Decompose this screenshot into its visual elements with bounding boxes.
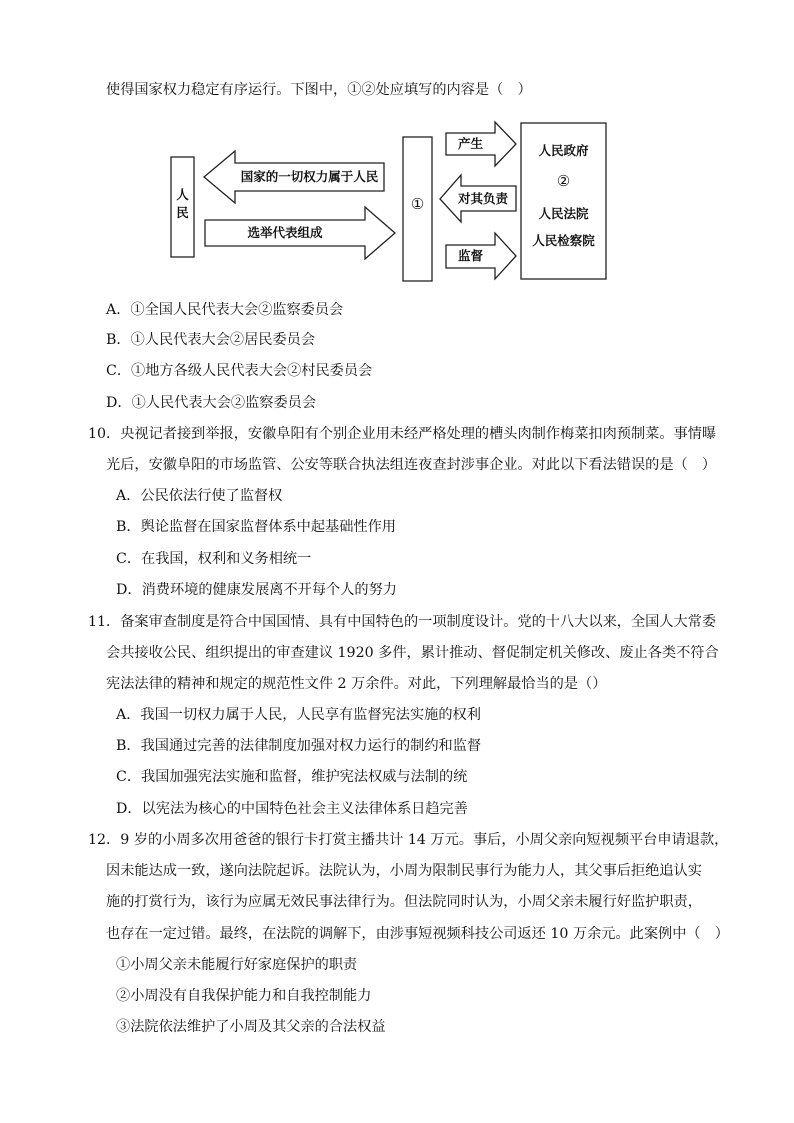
- q11-option-b: B．我国通过完善的法律制度加强对权力运行的制约和监督: [116, 738, 482, 754]
- question-9-stem: 使得国家权力稳定有序运行。下图中，①②处应填写的内容是（ ）: [106, 82, 532, 98]
- q12-item-1: ①小周父亲未能履行好家庭保护的职责: [116, 957, 358, 973]
- state-power-diagram: [0, 0, 794, 300]
- box-2-court-label: 人民法院: [538, 206, 589, 221]
- q12-item-3: ③法院依法维护了小周及其父亲的合法权益: [116, 1019, 386, 1035]
- q9-option-a: A．①全国人民代表大会②监察委员会: [106, 302, 344, 318]
- diagram-shapes: [0, 0, 794, 300]
- arrow-supervise-label: 监督: [457, 248, 483, 263]
- q12-stem-line-1: 12．9 岁的小周多次用爸爸的银行卡打赏主播共计 14 万元。事后，小周父亲向短视频平台申请退款，: [88, 832, 729, 848]
- q10-option-a: A．公民依法行使了监督权: [116, 488, 283, 504]
- arrow-produce-label: 产生: [457, 136, 483, 151]
- q10-stem-line-2: 光后，安徽阜阳的市场监管、公安等联合执法组连夜查封涉事企业。对此以下看法错误的是（ ）: [106, 457, 717, 473]
- arrow-responsible-label: 对其负责: [457, 191, 508, 206]
- q10-option-b: B．舆论监督在国家监督体系中起基础性作用: [116, 519, 396, 535]
- box-2-procuratorate-label: 人民检察院: [532, 233, 595, 248]
- q10-option-c: C．在我国，权利和义务相统一: [116, 551, 312, 567]
- q12-stem-line-4: 也存在一定过错。最终，在法院的调解下，由涉事短视频科技公司返还 10 万余元。此案例中（ ）: [106, 926, 729, 942]
- q11-option-c: C．我国加强宪法实施和监督，维护宪法权威与法制的统: [116, 769, 468, 785]
- arrow-power-label: 国家的一切权力属于人民: [240, 169, 379, 184]
- q12-stem-line-2: 因未能达成一致，遂向法院起诉。法院认为，小周为限制民事行为能力人，其父事后拒绝追认实: [106, 863, 702, 879]
- box-2-government-label: 人民政府: [538, 143, 589, 158]
- people-label: 人民: [176, 187, 189, 220]
- q9-option-b: B．①人民代表大会②居民委员会: [106, 332, 316, 348]
- q11-option-d: D．以宪法为核心的中国特色社会主义法律体系日趋完善: [116, 801, 468, 817]
- q12-item-2: ②小周没有自我保护能力和自我控制能力: [116, 988, 372, 1004]
- q11-stem-line-2: 会共接收公民、组织提出的审查建议 1920 多件，累计推动、督促制定机关修改、废止各类不符合: [106, 645, 719, 661]
- q12-stem-line-3: 施的打赏行为，该行为应属无效民事法律行为。但法院同时认为，小周父亲未履行好监护职责，: [106, 894, 702, 910]
- box-1-label: ①: [410, 195, 425, 213]
- q11-stem-line-1: 11．备案审查制度是符合中国国情、具有中国特色的一项制度设计。党的十八大以来，全国人大常委: [88, 614, 717, 630]
- q11-option-a: A．我国一切权力属于人民，人民享有监督宪法实施的权利: [116, 707, 481, 723]
- q9-option-d: D．①人民代表大会②监察委员会: [106, 395, 317, 411]
- q10-stem-line-1: 10．央视记者接到举报，安徽阜阳有个别企业用未经严格处理的槽头肉制作梅菜扣肉预制菜。事情曝: [88, 426, 717, 442]
- arrow-elect-label: 选举代表组成: [247, 225, 323, 240]
- q10-option-d: D．消费环境的健康发展离不开每个人的努力: [116, 582, 397, 598]
- q11-stem-line-3: 宪法法律的精神和规定的规范性文件 2 万余件。对此，下列理解最恰当的是（）: [106, 676, 607, 692]
- box-2-mark: ②: [556, 172, 571, 190]
- q9-option-c: C．①地方各级人民代表大会②村民委员会: [106, 363, 373, 379]
